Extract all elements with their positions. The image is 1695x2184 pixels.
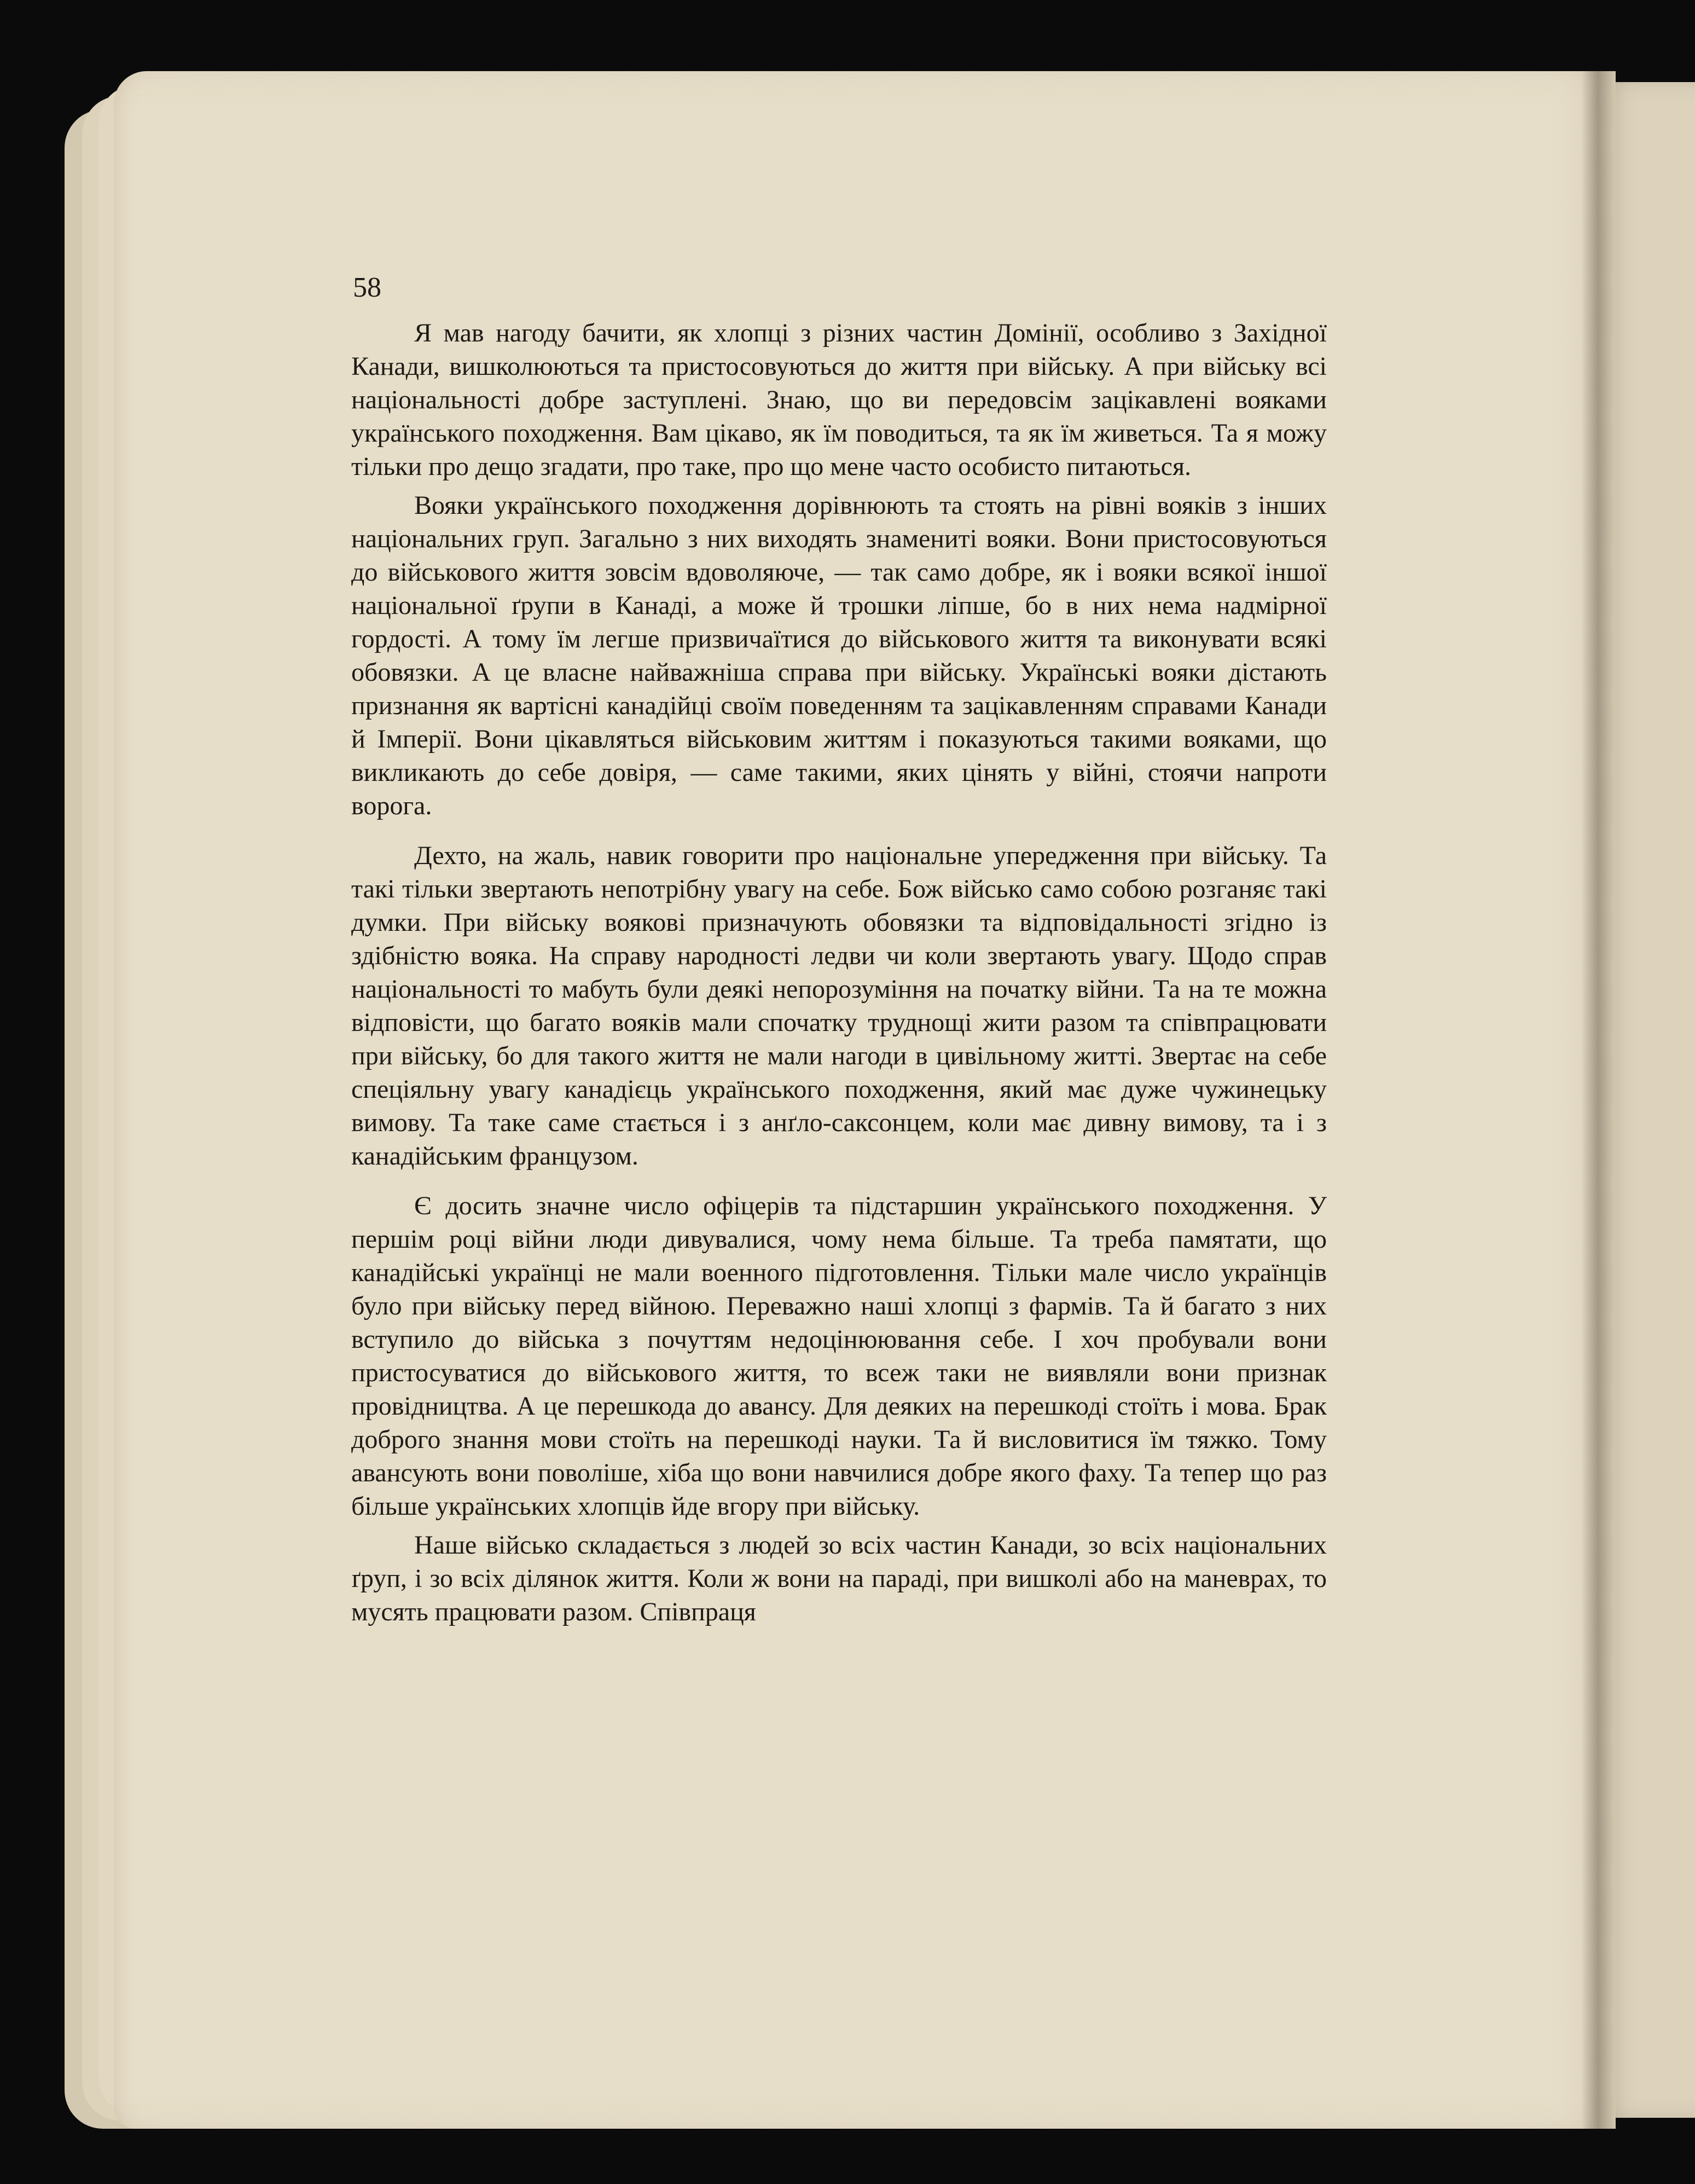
body-text	[351, 316, 1327, 1629]
paragraph: Є досить значне число офіцерів та підстаршин українського походження. У першім році війни люди дивувалися, чому нема більше. Та треба памятати, що канадійські українці не мали военного підготовлення. Тільки мале число українців було при війську перед війною. Переважно наші хлопці з фармів. Та й багато з них вступило до війська з почуттям недоцінюювання себе. І хоч пробували вони пристосуватися до військового життя, то всеж таки не виявляли вони признак провідництва. А це перешкода до авансу. Для деяких на перешкоді стоїть і мова. Брак доброго знання мови стоїть на перешкоді науки. Та й висловитися їм тяжко. Тому авансують вони поволіше, хіба що вони навчилися добре якого фаху. Та тепер що раз більше українських хлопців йде вгору при війську.	[351, 1191, 1327, 1521]
page-gutter-shadow	[1581, 71, 1614, 2129]
paragraph: Наше військо складається з людей зо всіх частин Канади, зо всіх національних ґруп, і зо всіх ділянок життя. Коли ж вони на параді, при вишколі або на маневрах, то мусять працювати разом. Співпраця	[351, 1531, 1327, 1626]
paragraph: Дехто, на жаль, навик говорити про національне упередження при війську. Та такі тільки звертають непотрібну увагу на себе. Бож військо само собою розганяє такі думки. При війську воякові призначують обовязки та відповідальності згідно із здібністю вояка. На справу народності ледви чи коли звертають увагу. Щодо справ національності то мабуть були деякі непорозуміння на початку війни. Та на те можна відповісти, що багато вояків мали спочатку труднощі жити разом та співпрацювати при війську, бо для такого життя не мали нагоди в цивільному житті. Звертає на себе спеціяльну увагу канадієць українського походження, який має дуже чужинецьку вимову. Та таке саме стається і з анґло-саксонцем, коли має дивну вимову, та і з канадійським французом.	[351, 841, 1327, 1171]
paragraph: Я мав нагоду бачити, як хлопці з різних частин Домінії, особливо з Західної Канади, вишколюються та пристосовуються до життя при війську. А при війську всі національності добре заступлені. Знаю, що ви передовсім зацікавлені вояками українського походження. Вам цікаво, як їм поводиться, та як їм живеться. Та я можу тільки про дещо згадати, про таке, про що мене часто особисто питаються.	[351, 318, 1327, 481]
page-number: 58	[353, 272, 381, 303]
paragraph: Вояки українського походження дорівнюють та стоять на рівні вояків з інших національних груп. Загально з них виходять знамениті вояки. Вони пристосовуються до військового життя зовсім вдоволяюче, — так само добре, як і вояки всякої іншої національної ґрупи в Канаді, а може й трошки ліпше, бо в них нема надмірної гордості. А тому їм легше призвичаїтися до військового життя та виконувати всякі обовязки. А це власне найважніша справа при війську. Українські вояки дістають признання як вартісні канадійці своїм поведенням та зацікавленням справами Канади й Імперії. Вони цікавляться військовим життям і показуються такими вояками, що викликають до себе довіря, — саме такими, яких цінять у війні, стоячи напроти ворога.	[351, 491, 1327, 820]
